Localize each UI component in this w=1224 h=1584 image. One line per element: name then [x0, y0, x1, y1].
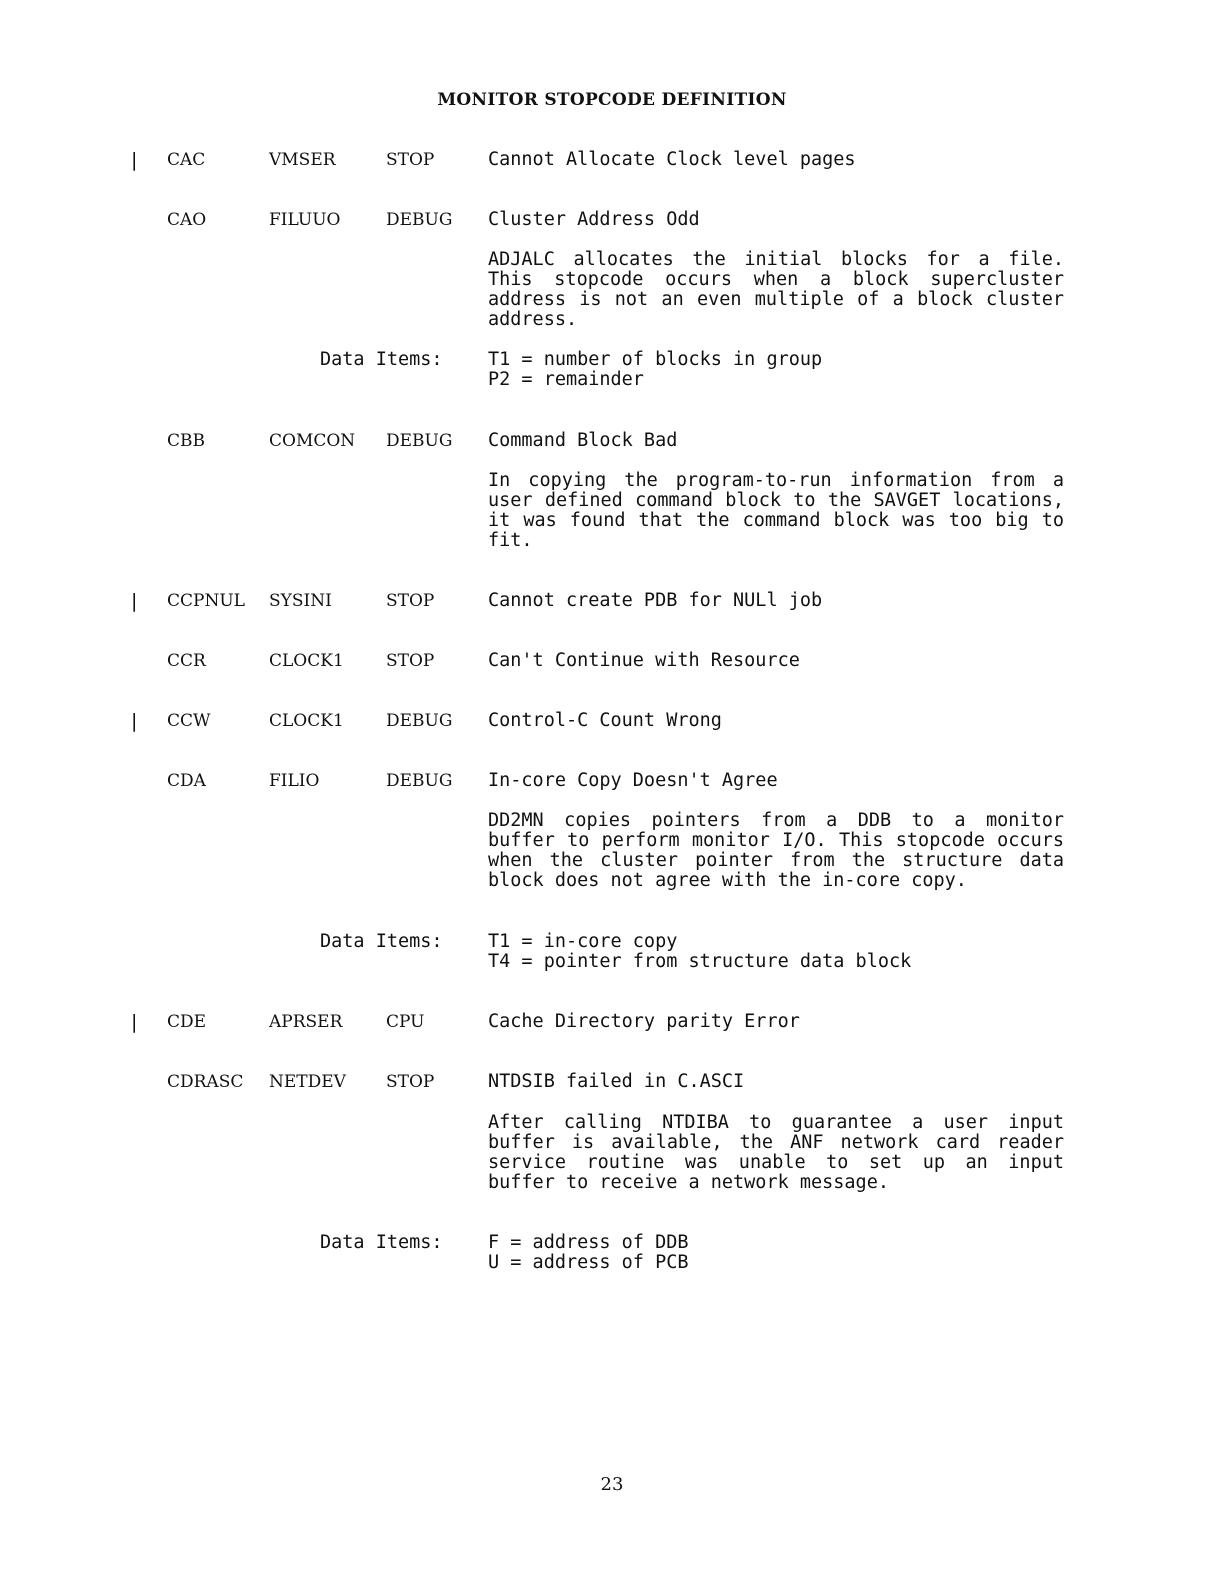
module-name: VMSER: [269, 150, 336, 170]
change-bar: |: [131, 1011, 138, 1033]
data-items-list: [488, 350, 822, 390]
module-name: CLOCK1: [269, 651, 344, 671]
stopcode-title: NTDSIB failed in C.ASCI: [488, 1071, 745, 1092]
stopcode-type: STOP: [386, 591, 435, 611]
stopcode-type: DEBUG: [386, 210, 453, 230]
data-item: U = address of PCB: [488, 1252, 689, 1273]
stopcode-type: DEBUG: [386, 771, 453, 791]
module-name: SYSINI: [269, 591, 332, 611]
stopcode-title: Control-C Count Wrong: [488, 710, 722, 731]
stopcode-name: CDA: [167, 771, 206, 791]
stopcode-title: Cannot create PDB for NULl job: [488, 590, 823, 611]
change-bar: |: [131, 149, 138, 171]
change-bar: |: [131, 590, 138, 612]
description-text: ADJALC allocates the initial blocks for a file. This stopcode occurs when a block supercluster address is not an even multiple of a block cluster address.: [488, 249, 1064, 330]
stopcode-name: CAO: [167, 210, 207, 230]
stopcode-title: Cluster Address Odd: [488, 209, 700, 230]
data-items-label: Data Items:: [320, 349, 443, 370]
stopcode-type: STOP: [386, 1072, 435, 1092]
stopcode-description: [488, 250, 1064, 330]
module-name: CLOCK1: [269, 711, 344, 731]
data-item: T1 = in-core copy: [488, 931, 678, 952]
stopcode-description: [488, 811, 1064, 891]
stopcode-type: STOP: [386, 651, 435, 671]
data-item: F = address of DDB: [488, 1232, 689, 1253]
stopcode-type: DEBUG: [386, 711, 453, 731]
data-items-list: [488, 932, 911, 972]
module-name: COMCON: [269, 431, 356, 451]
stopcode-title: Cache Directory parity Error: [488, 1011, 800, 1032]
data-items-label: Data Items:: [320, 931, 443, 952]
stopcode-name: CAC: [167, 150, 206, 170]
description-text: DD2MN copies pointers from a DDB to a monitor buffer to perform monitor I/O. This stopcode occurs when the cluster pointer from the structure data block does not agree with the in-core copy.: [488, 810, 1064, 891]
data-items-label: Data Items:: [320, 1232, 443, 1253]
stopcode-name: CCR: [167, 651, 206, 671]
stopcode-title: Can't Continue with Resource: [488, 650, 800, 671]
stopcode-name: CCW: [167, 711, 211, 731]
stopcode-description: [488, 1113, 1064, 1193]
stopcode-title: In-core Copy Doesn't Agree: [488, 770, 778, 791]
data-item: P2 = remainder: [488, 369, 644, 390]
stopcode-name: CDRASC: [167, 1072, 244, 1092]
page-title: MONITOR STOPCODE DEFINITION: [437, 90, 787, 110]
description-text: In copying the program-to-run information from a user defined command block to the SAVGET locations, it was found that the command block was too big to fit.: [488, 470, 1064, 551]
module-name: FILIO: [269, 771, 320, 791]
stopcode-type: STOP: [386, 150, 435, 170]
stopcode-title: Command Block Bad: [488, 430, 678, 451]
stopcode-description: [488, 471, 1064, 551]
stopcode-type: CPU: [386, 1012, 425, 1032]
page-number: 23: [600, 1474, 624, 1495]
stopcode-title: Cannot Allocate Clock level pages: [488, 149, 856, 170]
stopcode-type: DEBUG: [386, 431, 453, 451]
stopcode-name: CCPNUL: [167, 591, 245, 611]
data-item: T1 = number of blocks in group: [488, 349, 823, 370]
change-bar: |: [131, 710, 138, 732]
module-name: FILUUO: [269, 210, 341, 230]
module-name: NETDEV: [269, 1072, 346, 1092]
module-name: APRSER: [269, 1012, 343, 1032]
stopcode-name: CBB: [167, 431, 205, 451]
stopcode-name: CDE: [167, 1012, 207, 1032]
data-items-list: [488, 1233, 688, 1273]
data-item: T4 = pointer from structure data block: [488, 951, 912, 972]
description-text: After calling NTDIBA to guarantee a user input buffer is available, the ANF network card reader service routine was unable to set up an input buffer to receive a network message.: [488, 1112, 1064, 1193]
